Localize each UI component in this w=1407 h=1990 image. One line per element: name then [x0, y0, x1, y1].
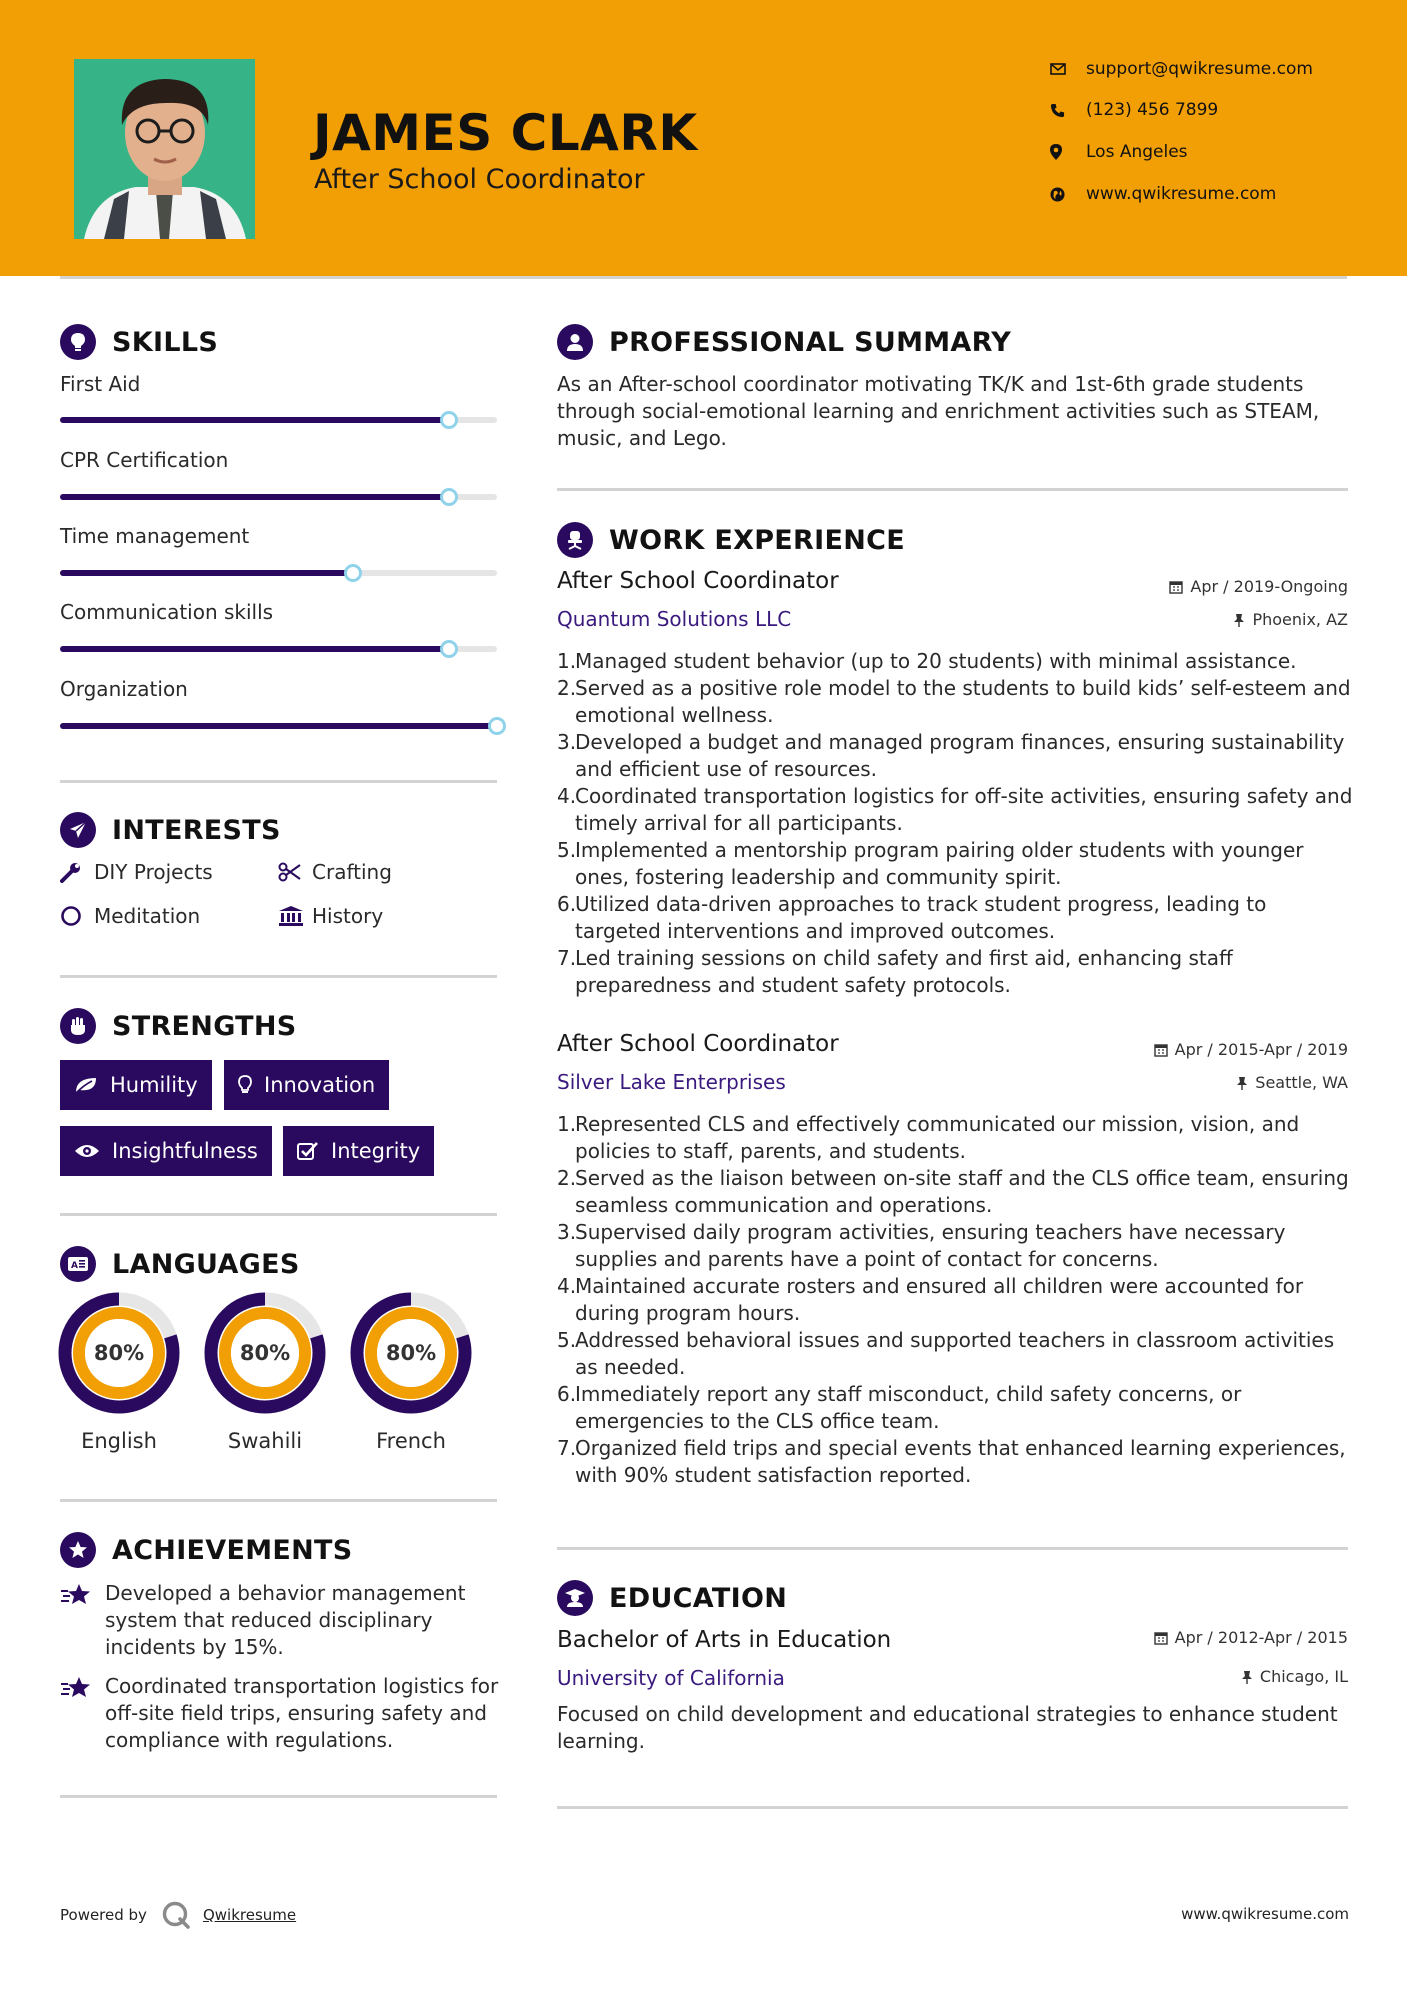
education-title: EDUCATION — [609, 1582, 788, 1614]
section-divider — [557, 1806, 1348, 1809]
language-label: English — [81, 1429, 157, 1453]
experience-title: WORK EXPERIENCE — [609, 524, 905, 556]
check-square-icon — [297, 1141, 319, 1161]
calendar-icon — [1169, 580, 1183, 594]
candidate-job-title: After School Coordinator — [314, 164, 645, 195]
globe-icon — [1050, 187, 1086, 202]
achievements-title: ACHIEVEMENTS — [112, 1534, 353, 1566]
resume-header — [0, 0, 1407, 276]
job-bullet: 2. Served as the liaison between on-site staff and the CLS office team, ensuring seamless communication and operations. — [557, 1166, 1349, 1217]
wrench-icon — [60, 861, 94, 883]
candidate-name: JAMES CLARK — [313, 104, 698, 162]
job-company: Quantum Solutions LLC — [557, 607, 792, 631]
strength-tag — [283, 1126, 434, 1176]
skill-bar — [60, 646, 497, 652]
job-role: After School Coordinator — [557, 1031, 839, 1057]
contact-website[interactable] — [1050, 182, 1276, 206]
user-icon — [557, 324, 593, 360]
language-ring — [350, 1292, 472, 1414]
circle-icon — [60, 905, 94, 927]
envelope-icon — [1050, 63, 1086, 75]
paper-plane-icon — [60, 812, 96, 848]
job-bullet: 7. Organized field trips and special events that enhanced learning experiences, with 90% student satisfaction reported. — [557, 1436, 1346, 1487]
skill-bar — [60, 723, 497, 729]
calendar-icon — [1154, 1631, 1168, 1645]
interest-label: Crafting — [312, 860, 392, 884]
contact-phone[interactable] — [1050, 98, 1218, 122]
skills-heading — [60, 322, 218, 362]
job-bullet: 5. Implemented a mentorship program pairing older students with younger ones, fostering leadership and community spirit. — [557, 838, 1304, 889]
job-location-text: Seattle, WA — [1255, 1073, 1348, 1092]
section-divider — [60, 1499, 497, 1502]
education-dates-text: Apr / 2012-Apr / 2015 — [1174, 1628, 1348, 1647]
header-divider — [60, 276, 1347, 279]
skill-label: Organization — [60, 677, 188, 701]
strength-label: Integrity — [331, 1139, 421, 1163]
contact-location-text: Los Angeles — [1086, 142, 1188, 162]
interest-label: DIY Projects — [94, 860, 213, 884]
job-bullet: 7. Led training sessions on child safety and first aid, enhancing staff preparedness and student safety protocols. — [557, 946, 1233, 997]
museum-icon — [278, 905, 312, 927]
svg-text:A: A — [71, 1261, 78, 1271]
job-location — [1233, 610, 1348, 629]
skill-bar-fill — [60, 723, 497, 729]
job-bullet: 3. Developed a budget and managed program finances, ensuring sustainability and efficient use of resources. — [557, 730, 1345, 781]
skill-bar-knob[interactable] — [440, 488, 458, 506]
summary-title: PROFESSIONAL SUMMARY — [609, 326, 1012, 358]
language-percent: 80% — [239, 1341, 291, 1365]
summary-text: As an After-school coordinator motivating TK/K and 1st-6th grade students through social-emotional learning and enrichment activities such as STEAM, music, and Lego. — [557, 372, 1320, 450]
job-dates-text: Apr / 2019-Ongoing — [1190, 577, 1348, 596]
strength-label: Humility — [110, 1073, 198, 1097]
education-degree: Bachelor of Arts in Education — [557, 1627, 892, 1653]
strength-tag — [60, 1060, 212, 1110]
pushpin-icon — [1241, 1670, 1253, 1684]
interest-item — [60, 904, 200, 928]
phone-icon — [1050, 103, 1086, 118]
pushpin-icon — [1233, 613, 1245, 627]
interest-item — [278, 860, 392, 884]
skill-label: CPR Certification — [60, 448, 229, 472]
language-label: Swahili — [227, 1429, 303, 1453]
skill-bar-knob[interactable] — [344, 564, 362, 582]
languages-heading — [60, 1244, 300, 1284]
skill-label: First Aid — [60, 372, 141, 396]
job-location — [1236, 1073, 1348, 1092]
language-card-icon — [60, 1246, 96, 1282]
job-location-text: Phoenix, AZ — [1252, 610, 1348, 629]
strength-label: Innovation — [264, 1073, 376, 1097]
education-location-text: Chicago, IL — [1259, 1667, 1348, 1686]
skill-bar-knob[interactable] — [440, 411, 458, 429]
job-bullet: 2. Served as a positive role model to the students to build kids’ self-esteem and emotional wellness. — [557, 676, 1351, 727]
powered-by-text: Powered by — [60, 1906, 147, 1924]
qwikresume-link[interactable]: Qwikresume — [202, 1906, 297, 1924]
education-heading — [557, 1578, 787, 1618]
job-role: After School Coordinator — [557, 568, 839, 594]
skill-bar — [60, 417, 497, 423]
skill-label: Communication skills — [60, 600, 274, 624]
contact-website-text: www.qwikresume.com — [1086, 184, 1277, 204]
skill-bar-knob[interactable] — [440, 640, 458, 658]
job-dates — [1169, 577, 1348, 596]
skills-title: SKILLS — [112, 326, 219, 358]
contact-location — [1050, 140, 1188, 164]
profile-photo — [74, 59, 255, 239]
strengths-title: STRENGTHS — [112, 1010, 297, 1042]
job-dates-text: Apr / 2015-Apr / 2019 — [1174, 1040, 1348, 1059]
pushpin-icon — [1236, 1076, 1248, 1090]
contact-phone-text: (123) 456 7899 — [1086, 100, 1219, 120]
scissors-icon — [278, 861, 312, 883]
map-pin-icon — [1050, 144, 1086, 160]
strength-tag — [60, 1126, 272, 1176]
achievement-item — [60, 1673, 500, 1754]
footer-powered-by — [60, 1900, 296, 1930]
achievement-text: Developed a behavior management system that reduced disciplinary incidents by 15%. — [105, 1581, 466, 1659]
job-bullet: 6. Utilized data-driven approaches to track student progress, leading to targeted interventions and improved outcomes. — [557, 892, 1267, 943]
achievements-heading — [60, 1530, 353, 1570]
education-school: University of California — [557, 1666, 785, 1690]
education-location — [1241, 1667, 1348, 1686]
interest-label: Meditation — [94, 904, 201, 928]
skill-bar — [60, 494, 497, 500]
section-divider — [60, 1213, 497, 1216]
job-bullet: 5. Addressed behavioral issues and supported teachers in classroom activities as needed. — [557, 1328, 1335, 1379]
language-percent: 80% — [385, 1341, 437, 1365]
strengths-heading — [60, 1006, 297, 1046]
job-bullet: 4. Maintained accurate rosters and ensured all children were accounted for during program hours. — [557, 1274, 1304, 1325]
section-divider — [60, 780, 497, 783]
skill-bar-fill — [60, 646, 449, 652]
calendar-icon — [1154, 1043, 1168, 1057]
skill-label: Time management — [60, 524, 250, 548]
interest-label: History — [312, 904, 384, 928]
skill-bar-knob[interactable] — [488, 717, 506, 735]
eye-icon — [74, 1143, 100, 1159]
contact-email-text: support@qwikresume.com — [1086, 59, 1313, 79]
language-label: French — [376, 1429, 446, 1453]
interest-item — [278, 904, 383, 928]
language-ring — [204, 1292, 326, 1414]
skill-bar-fill — [60, 570, 353, 576]
section-divider — [60, 975, 497, 978]
strength-tag — [224, 1060, 389, 1110]
shooting-star-icon — [60, 1673, 105, 1754]
skill-bar-fill — [60, 494, 449, 500]
achievement-item — [60, 1580, 500, 1661]
languages-title: LANGUAGES — [112, 1248, 300, 1280]
language-percent: 80% — [93, 1341, 145, 1365]
job-bullets — [557, 1111, 1357, 1489]
job-company: Silver Lake Enterprises — [557, 1070, 786, 1094]
qwikresume-logo-icon — [161, 1900, 191, 1930]
lightbulb-icon — [60, 324, 96, 360]
job-bullet: 1. Represented CLS and effectively communicated our mission, vision, and policies to staff, parents, and students. — [557, 1112, 1300, 1163]
summary-heading — [557, 322, 1011, 362]
skill-bar — [60, 570, 497, 576]
achievement-text: Coordinated transportation logistics for off-site field trips, ensuring safety and compliance with regulations. — [105, 1674, 499, 1752]
education-dates — [1154, 1628, 1348, 1647]
footer-website[interactable]: www.qwikresume.com — [1181, 1905, 1349, 1923]
skill-bar-fill — [60, 417, 449, 423]
job-bullet: 3. Supervised daily program activities, ensuring teachers have necessary supplies and parents have a point of contact for concerns. — [557, 1220, 1286, 1271]
job-bullet: 1. Managed student behavior (up to 20 students) with minimal assistance. — [557, 649, 1297, 673]
leaf-icon — [74, 1076, 98, 1094]
section-divider — [557, 488, 1348, 491]
star-badge-icon — [60, 1532, 96, 1568]
office-chair-icon — [557, 522, 593, 558]
interests-heading — [60, 810, 281, 850]
strength-label: Insightfulness — [112, 1139, 258, 1163]
interests-title: INTERESTS — [112, 814, 281, 846]
experience-heading — [557, 520, 905, 560]
raised-fist-icon — [60, 1008, 96, 1044]
shooting-star-icon — [60, 1580, 105, 1661]
contact-email[interactable] — [1050, 57, 1313, 81]
job-bullet: 6. Immediately report any staff misconduct, child safety concerns, or emergencies to the CLS office team. — [557, 1382, 1242, 1433]
interest-item — [60, 860, 213, 884]
job-dates — [1154, 1040, 1348, 1059]
education-text: Focused on child development and educational strategies to enhance student learning. — [557, 1702, 1338, 1753]
job-bullets — [557, 648, 1357, 999]
lightbulb-icon — [238, 1075, 252, 1095]
section-divider — [557, 1547, 1348, 1550]
graduate-icon — [557, 1580, 593, 1616]
section-divider — [60, 1795, 497, 1798]
job-bullet: 4. Coordinated transportation logistics for off-site activities, ensuring safety and timely arrival for all participants. — [557, 784, 1353, 835]
language-ring — [58, 1292, 180, 1414]
